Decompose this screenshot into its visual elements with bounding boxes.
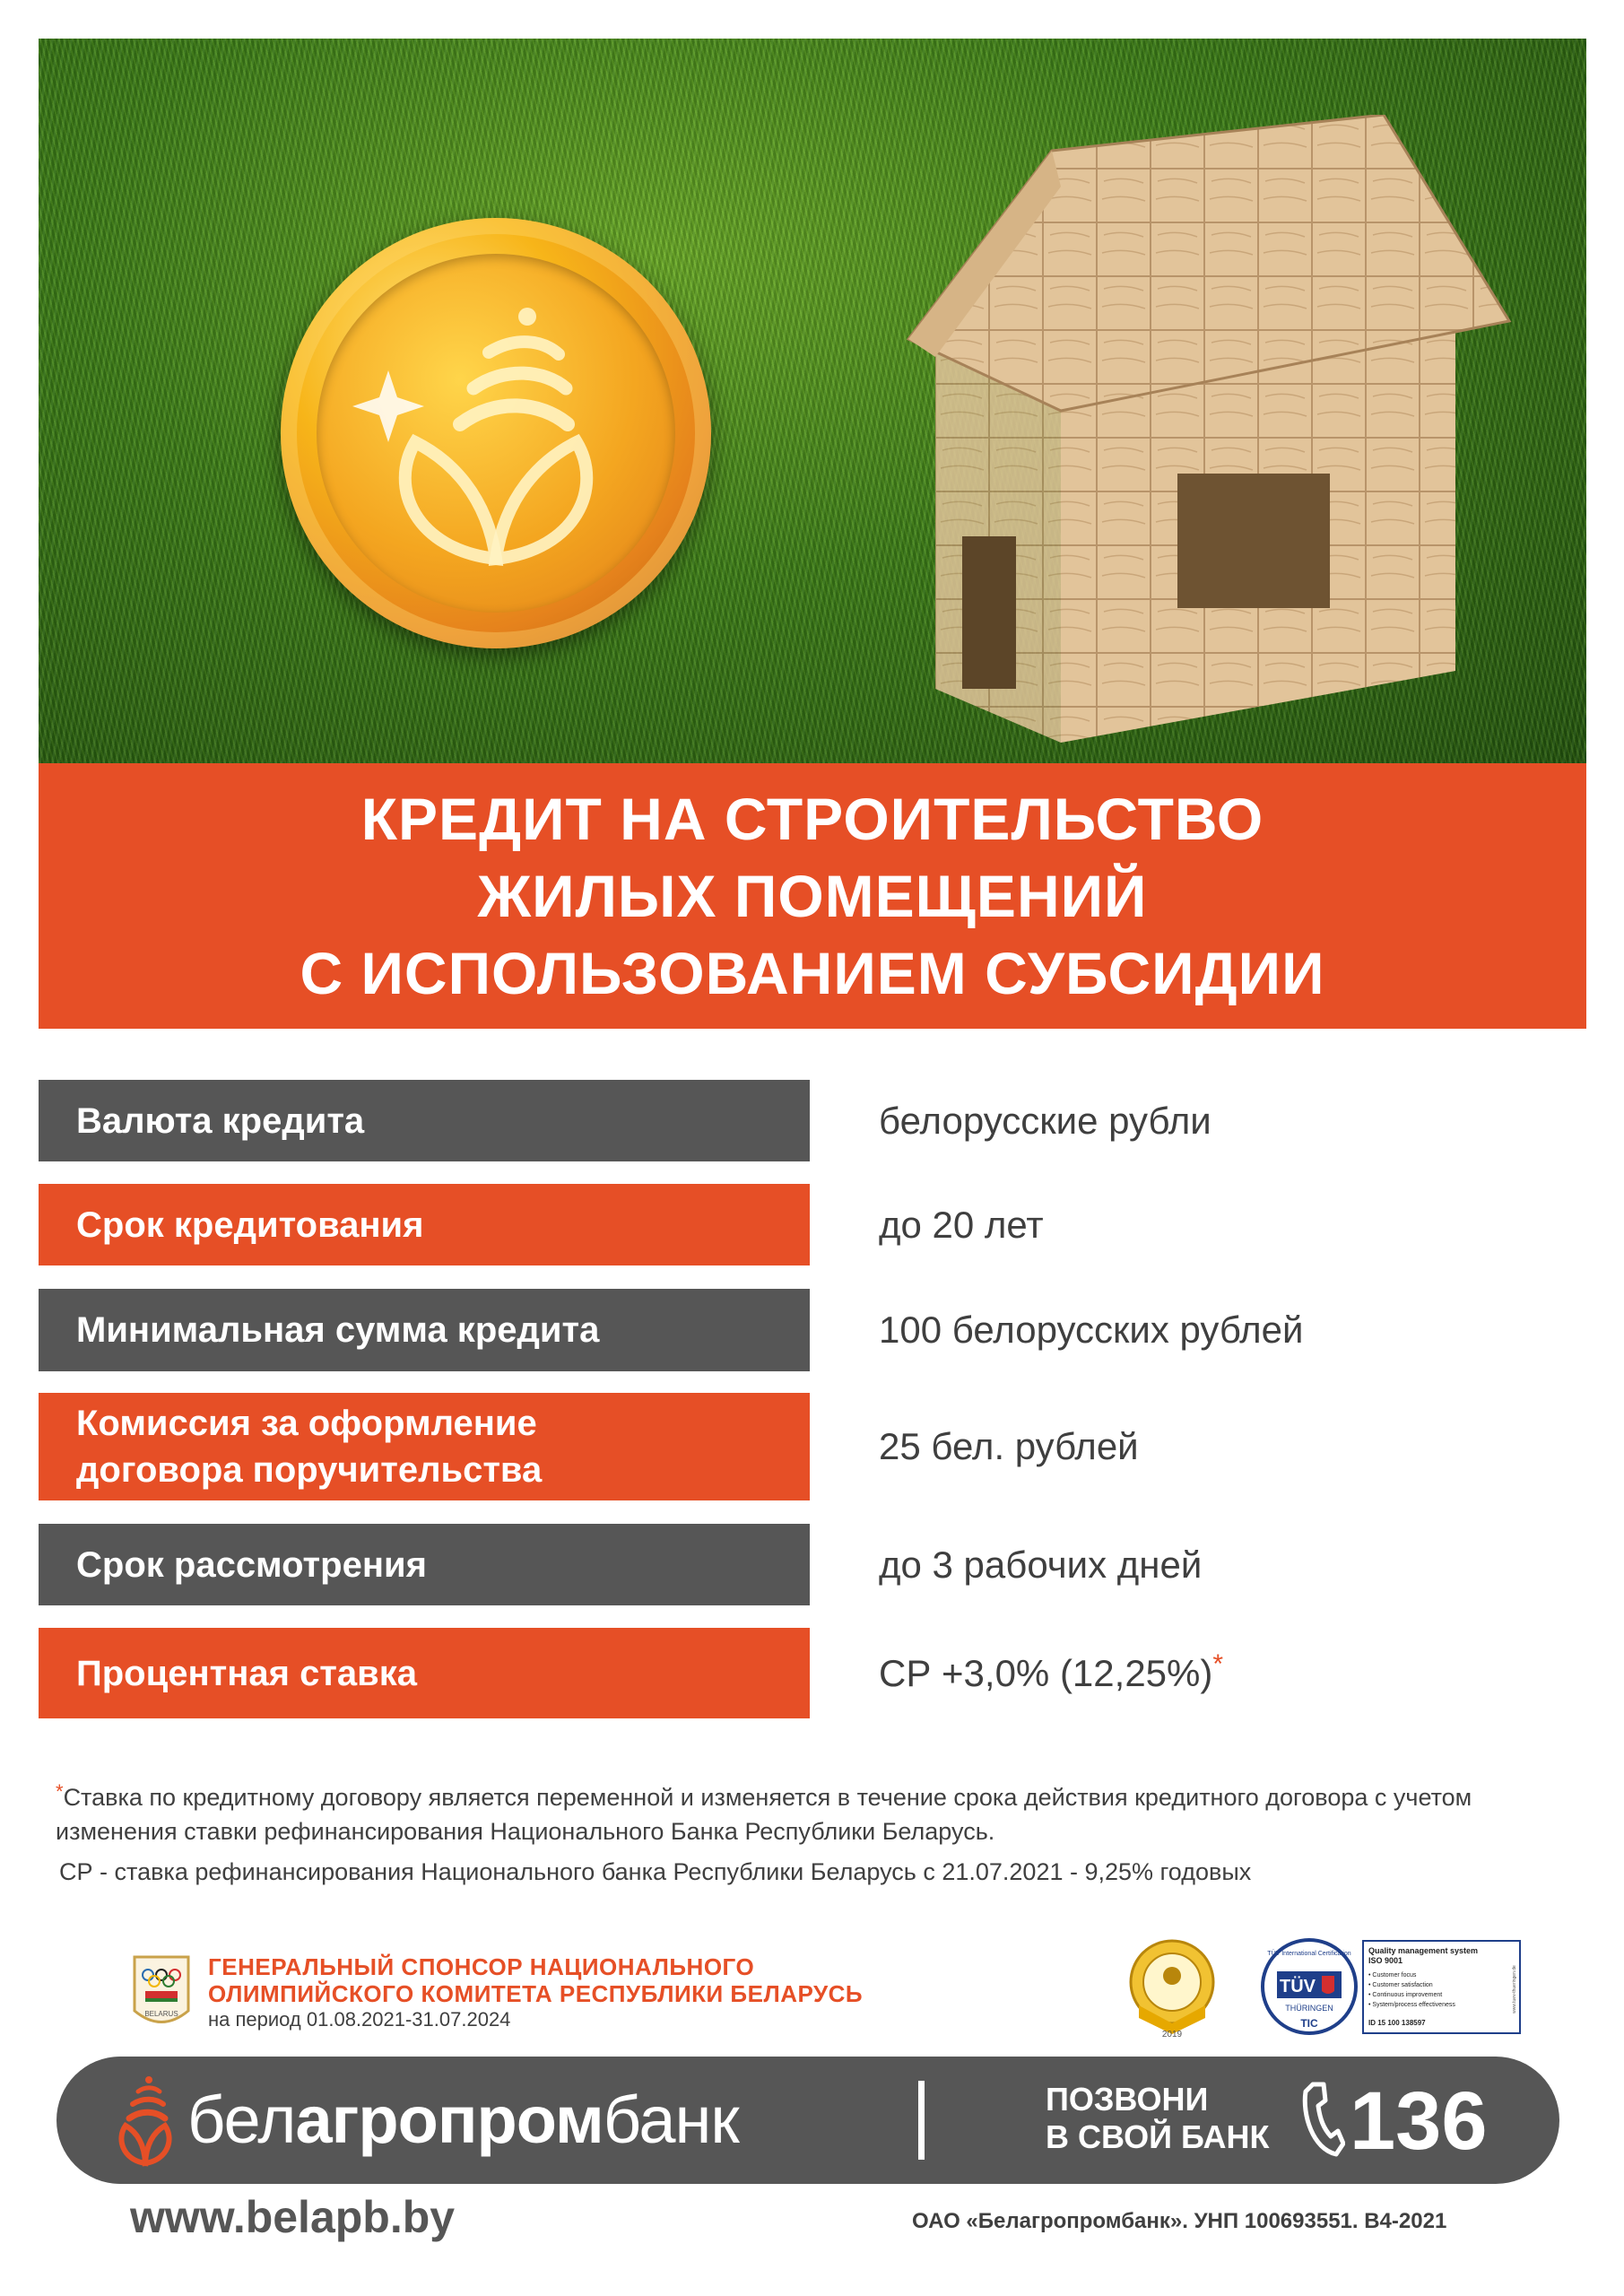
term-value-review: до 3 рабочих дней [879, 1543, 1203, 1586]
tuv-region: THÜRINGEN [1285, 2004, 1333, 2013]
title-line-2: ЖИЛЫХ ПОМЕЩЕНИЙ [477, 863, 1148, 929]
footnote-line-1: Ставка по кредитному договору является переменной и изменяется в течение срока действия кредитного договора с учетом [63, 1784, 1472, 1811]
wooden-house-icon [881, 115, 1527, 743]
rate-value-text: СР +3,0% (12,25%) [879, 1651, 1213, 1694]
term-label-commission [39, 1393, 810, 1500]
rate-footnote-marker: * [1212, 1648, 1224, 1679]
qms-item-1: • Customer focus [1368, 1972, 1417, 1979]
sponsor-line-1: ГЕНЕРАЛЬНЫЙ СПОНСОР НАЦИОНАЛЬНОГО [208, 1953, 755, 1980]
title-line-1: КРЕДИТ НА СТРОИТЕЛЬСТВО [360, 786, 1264, 852]
call-line-2: В СВОЙ БАНК [1046, 2118, 1270, 2155]
call-to-action [1046, 2081, 1269, 2156]
qms-standard: ISO 9001 [1368, 1956, 1403, 1965]
brand-part-1: бел [187, 2083, 296, 2157]
bank-leaf-logo-coin-icon [281, 218, 711, 648]
qms-item-2: • Customer satisfaction [1368, 1982, 1433, 1988]
term-value-commission: 25 бел. рублей [879, 1425, 1139, 1467]
footer-separator [918, 2081, 925, 2160]
tuv-brand: TÜV [1280, 1977, 1316, 1996]
call-line-1: ПОЗВОНИ [1046, 2081, 1209, 2118]
refinancing-note: СР - ставка рефинансирования Национального банка Республики Беларусь с 21.07.2021 - 9,25% годовых [59, 1858, 1252, 1885]
quality-award-badge-icon [1121, 1935, 1224, 2039]
qms-item-3: • Continuous improvement [1368, 1992, 1443, 1998]
phone-number[interactable]: 136 [1350, 2075, 1488, 2167]
sponsor-line-2: ОЛИМПИЙСКОГО КОМИТЕТА РЕСПУБЛИКИ БЕЛАРУСЬ [208, 1980, 864, 2007]
qms-site: www.tuev-thueringen.de [1512, 1965, 1517, 2013]
hero-image [39, 39, 1586, 763]
term-label-term: Срок кредитования [39, 1184, 810, 1265]
sponsor-period: на период 01.08.2021-31.07.2024 [208, 2008, 511, 2031]
tuv-ring-text: TÜV International Certification [1267, 1951, 1351, 1957]
title-banner [39, 763, 1586, 1029]
term-label-review: Срок рассмотрения [39, 1524, 810, 1605]
brand-part-3: банк [603, 2083, 739, 2157]
title-line-3: С ИСПОЛЬЗОВАНИЕМ СУБСИДИИ [300, 940, 1325, 1006]
term-label-commission-line2: договора поручительства [76, 1450, 543, 1490]
phone-icon [1300, 2079, 1345, 2160]
legal-info: ОАО «Белагропромбанк». УНП 100693551. В4-2021 [912, 2209, 1447, 2233]
tic-label: TIC [1300, 2017, 1318, 2030]
bank-logo-icon [115, 2074, 176, 2167]
term-label-commission-line1: Комиссия за оформление [76, 1404, 537, 1443]
footnote [56, 1780, 1580, 1848]
website-link[interactable]: www.belapb.by [130, 2192, 456, 2242]
term-label-currency: Валюта кредита [39, 1080, 810, 1161]
emblem-label: BELARUS [144, 2010, 178, 2018]
qms-item-4: • System/process effectiveness [1368, 2002, 1455, 2008]
sponsor-block [208, 1953, 863, 2032]
bank-brand-name [187, 2081, 739, 2160]
term-label-min-amount: Минимальная сумма кредита [39, 1289, 810, 1371]
footnote-marker: * [56, 1780, 64, 1803]
term-value-min-amount: 100 белорусских рублей [879, 1309, 1304, 1351]
term-value-term: до 20 лет [879, 1203, 1044, 1246]
brand-part-2: агропром [295, 2083, 604, 2157]
term-value-currency: белорусские рубли [879, 1099, 1211, 1142]
qms-title: Quality management system [1368, 1946, 1479, 1955]
olympic-emblem-icon [126, 1948, 197, 2038]
award-year: 2019 [1161, 2030, 1183, 2039]
footnote-line-2: изменения ставки рефинансирования Национального Банка Республики Беларусь. [56, 1818, 995, 1845]
term-label-rate: Процентная ставка [39, 1628, 810, 1718]
tuv-certification-badge-icon [1257, 1935, 1526, 2039]
qms-id: ID 15 100 138597 [1368, 2019, 1426, 2027]
term-value-rate [879, 1628, 1223, 1718]
